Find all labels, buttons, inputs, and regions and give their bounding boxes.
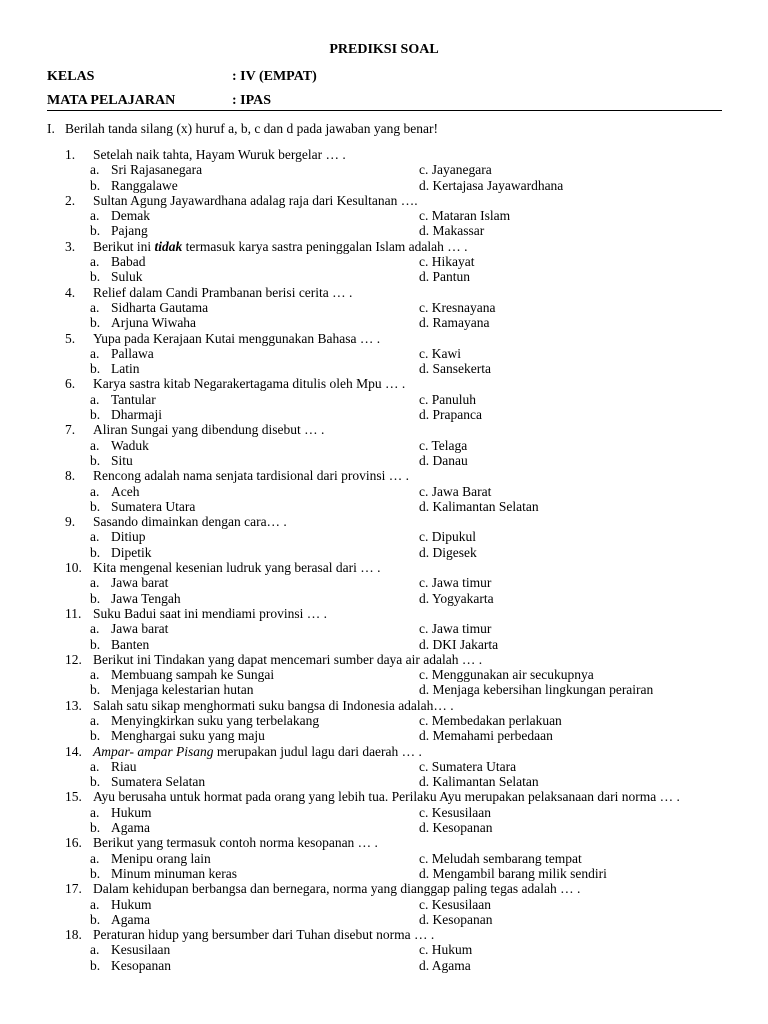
question-text xyxy=(93,606,327,622)
option-letter: b. xyxy=(90,590,101,606)
option-row xyxy=(0,300,768,315)
option-a: Demak xyxy=(111,208,150,224)
option-letter: b. xyxy=(90,728,101,744)
question-text-part: Aliran Sungai yang dibendung disebut … . xyxy=(93,422,325,438)
question-number: 6. xyxy=(65,376,76,392)
option-letter: a. xyxy=(90,299,100,315)
instruction-text: Berilah tanda silang (x) huruf a, b, c dan d pada jawaban yang benar! xyxy=(65,121,438,136)
question-item xyxy=(0,835,768,850)
question-number: 11. xyxy=(65,605,82,621)
question-text xyxy=(93,698,454,714)
option-letter: a. xyxy=(90,483,100,499)
option-a: Aceh xyxy=(111,483,140,499)
question-text xyxy=(93,285,352,301)
option-letter: a. xyxy=(90,575,100,591)
option-b: Dipetik xyxy=(111,544,152,560)
option-row xyxy=(0,713,768,728)
option-d: d. Kesopanan xyxy=(419,820,493,836)
question-item xyxy=(0,468,768,483)
option-letter: a. xyxy=(90,345,100,361)
option-b: Agama xyxy=(111,820,150,836)
option-d: d. Mengambil barang milik sendiri xyxy=(419,865,607,881)
question-text xyxy=(93,652,482,668)
option-letter: b. xyxy=(90,957,101,973)
option-b: Suluk xyxy=(111,269,143,285)
question-list xyxy=(0,147,768,973)
option-row xyxy=(0,851,768,866)
question-number: 14. xyxy=(65,743,82,759)
option-a: Jawa barat xyxy=(111,575,169,591)
question-text xyxy=(93,147,346,163)
question-text-part: Karya sastra kitab Negarakertagama ditulis oleh Mpu … . xyxy=(93,376,406,392)
option-b: Arjuna Wiwaha xyxy=(111,315,197,331)
option-b: Agama xyxy=(111,911,150,927)
option-row xyxy=(0,545,768,560)
option-c: c. Meludah sembarang tempat xyxy=(419,850,582,866)
option-d: d. Agama xyxy=(419,957,471,973)
option-c: c. Hikayat xyxy=(419,254,475,270)
option-c: c. Kresnayana xyxy=(419,299,496,315)
option-row xyxy=(0,621,768,636)
option-b: Banten xyxy=(111,636,150,652)
option-row xyxy=(0,759,768,774)
option-letter: a. xyxy=(90,896,100,912)
option-c: c. Jawa Barat xyxy=(419,483,492,499)
option-letter: b. xyxy=(90,269,101,285)
instruction xyxy=(47,121,438,137)
question-text xyxy=(93,789,680,805)
option-row xyxy=(0,361,768,376)
option-row xyxy=(0,575,768,590)
question-number: 15. xyxy=(65,789,82,805)
option-row xyxy=(0,178,768,193)
option-a: Sri Rajasanegara xyxy=(111,162,203,178)
question-item xyxy=(0,652,768,667)
option-a: Tantular xyxy=(111,391,156,407)
option-letter: b. xyxy=(90,407,101,423)
question-text-part: Dalam kehidupan berbangsa dan bernegara, norma yang dianggap paling tegas adalah … . xyxy=(93,881,581,897)
question-text xyxy=(93,835,378,851)
question-item xyxy=(0,927,768,942)
option-letter: a. xyxy=(90,437,100,453)
question-text-part: Salah satu sikap menghormati suku bangsa di Indonesia adalah… . xyxy=(93,697,454,713)
option-a: Babad xyxy=(111,254,146,270)
question-text xyxy=(93,514,287,530)
option-letter: a. xyxy=(90,208,100,224)
header-divider xyxy=(47,110,722,111)
option-b: Latin xyxy=(111,361,140,377)
option-letter: a. xyxy=(90,162,100,178)
question-number: 4. xyxy=(65,284,76,300)
option-c: c. Panuluh xyxy=(419,391,476,407)
option-b: Dharmaji xyxy=(111,407,162,423)
option-letter: b. xyxy=(90,315,101,331)
option-letter: a. xyxy=(90,850,100,866)
option-row xyxy=(0,407,768,422)
option-letter: b. xyxy=(90,774,101,790)
question-item xyxy=(0,606,768,621)
option-letter: a. xyxy=(90,529,100,545)
option-b: Minum minuman keras xyxy=(111,865,237,881)
option-b: Pajang xyxy=(111,223,148,239)
option-a: Pallawa xyxy=(111,345,154,361)
option-row xyxy=(0,254,768,269)
option-a: Riau xyxy=(111,758,137,774)
question-text-part: Kita mengenal kesenian ludruk yang berasal dari … . xyxy=(93,560,381,576)
option-row xyxy=(0,682,768,697)
option-a: Menipu orang lain xyxy=(111,850,211,866)
option-letter: b. xyxy=(90,452,101,468)
option-row xyxy=(0,392,768,407)
option-letter: b. xyxy=(90,911,101,927)
question-item xyxy=(0,239,768,254)
question-text xyxy=(93,927,434,943)
option-c: c. Jayanegara xyxy=(419,162,492,178)
question-text xyxy=(93,744,422,760)
option-row xyxy=(0,958,768,973)
option-letter: a. xyxy=(90,621,100,637)
option-row xyxy=(0,897,768,912)
option-d: d. Kalimantan Selatan xyxy=(419,498,539,514)
option-row xyxy=(0,453,768,468)
option-a: Hukum xyxy=(111,804,152,820)
option-b: Ranggalawe xyxy=(111,177,178,193)
question-text-part: Sultan Agung Jayawardhana adalag raja dari Kesultanan …. xyxy=(93,192,418,208)
option-b: Menjaga kelestarian hutan xyxy=(111,682,254,698)
option-a: Kesusilaan xyxy=(111,942,171,958)
question-text-part: Yupa pada Kerajaan Kutai menggunakan Bahasa … . xyxy=(93,330,381,346)
option-c: c. Kesusilaan xyxy=(419,804,491,820)
option-letter: a. xyxy=(90,758,100,774)
option-row xyxy=(0,484,768,499)
question-item xyxy=(0,514,768,529)
option-a: Menyingkirkan suku yang terbelakang xyxy=(111,712,320,728)
question-item xyxy=(0,147,768,162)
option-row xyxy=(0,499,768,514)
option-d: d. Makassar xyxy=(419,223,485,239)
option-letter: b. xyxy=(90,498,101,514)
option-row xyxy=(0,667,768,682)
question-number: 7. xyxy=(65,422,76,438)
question-text-part: Setelah naik tahta, Hayam Wuruk bergelar … . xyxy=(93,147,346,162)
option-letter: a. xyxy=(90,667,100,683)
option-d: d. Prapanca xyxy=(419,407,482,423)
option-row xyxy=(0,912,768,927)
question-text xyxy=(93,560,381,576)
question-item xyxy=(0,285,768,300)
option-a: Waduk xyxy=(111,437,149,453)
option-letter: b. xyxy=(90,223,101,239)
option-a: Membuang sampah ke Sungai xyxy=(111,667,275,683)
option-b: Jawa Tengah xyxy=(111,590,181,606)
subject-value: : IPAS xyxy=(232,93,272,108)
option-d: d. Menjaga kebersihan lingkungan perairan xyxy=(419,682,654,698)
option-c: c. Dipukul xyxy=(419,529,476,545)
question-number: 9. xyxy=(65,514,76,530)
option-d: d. Danau xyxy=(419,452,468,468)
option-letter: b. xyxy=(90,544,101,560)
option-row xyxy=(0,637,768,652)
option-letter: b. xyxy=(90,361,101,377)
question-text-part: Berikut yang termasuk contoh norma kesopanan … . xyxy=(93,835,378,851)
question-text-part: Sasando dimainkan dengan cara… . xyxy=(93,514,287,530)
question-text-part: termasuk karya sastra peninggalan Islam adalah … . xyxy=(182,238,468,254)
option-d: d. Memahami perbedaan xyxy=(419,728,553,744)
option-c: c. Membedakan perlakuan xyxy=(419,712,562,728)
page-title: PREDIKSI SOAL xyxy=(329,42,439,57)
section-number: I. xyxy=(47,121,55,136)
option-row xyxy=(0,438,768,453)
option-letter: b. xyxy=(90,636,101,652)
option-row xyxy=(0,346,768,361)
option-b: Situ xyxy=(111,452,133,468)
class-value: : IV (EMPAT) xyxy=(232,69,317,84)
option-row xyxy=(0,774,768,789)
option-a: Sidharta Gautama xyxy=(111,299,209,315)
option-row xyxy=(0,162,768,177)
question-item xyxy=(0,560,768,575)
subject-label: MATA PELAJARAN xyxy=(47,93,176,108)
question-text-part: Rencong adalah nama senjata tardisional dari provinsi … . xyxy=(93,468,410,484)
option-row xyxy=(0,223,768,238)
option-c: c. Sumatera Utara xyxy=(419,758,517,774)
option-row xyxy=(0,269,768,284)
question-text xyxy=(93,376,405,392)
option-d: d. Digesek xyxy=(419,544,477,560)
song-title: Ampar- ampar Pisang xyxy=(93,743,214,759)
question-item xyxy=(0,881,768,896)
question-number: 2. xyxy=(65,192,76,208)
question-item xyxy=(0,744,768,759)
option-b: Kesopanan xyxy=(111,957,171,973)
question-text xyxy=(93,193,418,209)
option-letter: a. xyxy=(90,254,100,270)
question-number: 12. xyxy=(65,651,82,667)
option-letter: b. xyxy=(90,177,101,193)
option-row xyxy=(0,728,768,743)
option-letter: a. xyxy=(90,391,100,407)
class-label: KELAS xyxy=(47,69,95,84)
option-d: d. Kesopanan xyxy=(419,911,493,927)
option-row xyxy=(0,315,768,330)
question-text-part: merupakan judul lagu dari daerah … . xyxy=(213,743,422,759)
question-item xyxy=(0,193,768,208)
option-letter: a. xyxy=(90,804,100,820)
question-item xyxy=(0,376,768,391)
question-text-part: Peraturan hidup yang bersumber dari Tuhan disebut norma … . xyxy=(93,927,435,943)
option-letter: b. xyxy=(90,865,101,881)
question-item xyxy=(0,331,768,346)
option-d: d. Sansekerta xyxy=(419,361,491,377)
option-a: Hukum xyxy=(111,896,152,912)
option-c: c. Hukum xyxy=(419,942,473,958)
question-number: 1. xyxy=(65,147,76,162)
option-d: d. Kalimantan Selatan xyxy=(419,774,539,790)
question-item xyxy=(0,789,768,804)
option-d: d. DKI Jakarta xyxy=(419,636,499,652)
question-text xyxy=(93,331,380,347)
question-number: 16. xyxy=(65,835,82,851)
option-c: c. Kawi xyxy=(419,345,461,361)
option-row xyxy=(0,805,768,820)
option-row xyxy=(0,591,768,606)
option-a: Jawa barat xyxy=(111,621,169,637)
option-d: d. Yogyakarta xyxy=(419,590,494,606)
option-letter: a. xyxy=(90,942,100,958)
question-item xyxy=(0,698,768,713)
option-d: d. Ramayana xyxy=(419,315,490,331)
question-number: 3. xyxy=(65,238,76,254)
question-number: 13. xyxy=(65,697,82,713)
question-number: 10. xyxy=(65,560,82,576)
option-c: c. Kesusilaan xyxy=(419,896,491,912)
option-c: c. Mataran Islam xyxy=(419,208,511,224)
option-b: Sumatera Utara xyxy=(111,498,196,514)
option-b: Menghargai suku yang maju xyxy=(111,728,265,744)
option-a: Ditiup xyxy=(111,529,146,545)
question-text-part: Relief dalam Candi Prambanan berisi cerita … . xyxy=(93,284,353,300)
option-c: c. Jawa timur xyxy=(419,575,492,591)
question-text xyxy=(93,239,468,255)
question-number: 17. xyxy=(65,881,82,897)
question-text-part: Ayu berusaha untuk hormat pada orang yang lebih tua. Perilaku Ayu merupakan pelaksanaan dari norma … . xyxy=(93,789,680,805)
question-item xyxy=(0,422,768,437)
option-row xyxy=(0,529,768,544)
option-b: Sumatera Selatan xyxy=(111,774,206,790)
option-row xyxy=(0,820,768,835)
option-row xyxy=(0,208,768,223)
option-letter: b. xyxy=(90,820,101,836)
option-c: c. Jawa timur xyxy=(419,621,492,637)
option-c: c. Telaga xyxy=(419,437,468,453)
emphasis-text: tidak xyxy=(154,238,183,254)
option-letter: a. xyxy=(90,712,100,728)
question-number: 8. xyxy=(65,468,76,484)
question-text xyxy=(93,881,580,897)
question-text xyxy=(93,468,409,484)
question-text xyxy=(93,422,324,438)
option-row xyxy=(0,942,768,957)
question-text-part: Berikut ini xyxy=(93,238,155,254)
option-row xyxy=(0,866,768,881)
question-text-part: Suku Badui saat ini mendiami provinsi … . xyxy=(93,605,327,621)
question-number: 5. xyxy=(65,330,76,346)
option-d: d. Kertajasa Jayawardhana xyxy=(419,177,564,193)
option-c: c. Menggunakan air secukupnya xyxy=(419,667,594,683)
question-text-part: Berikut ini Tindakan yang dapat mencemari sumber daya air adalah … . xyxy=(93,651,483,667)
question-number: 18. xyxy=(65,927,82,943)
option-letter: b. xyxy=(90,682,101,698)
option-d: d. Pantun xyxy=(419,269,471,285)
